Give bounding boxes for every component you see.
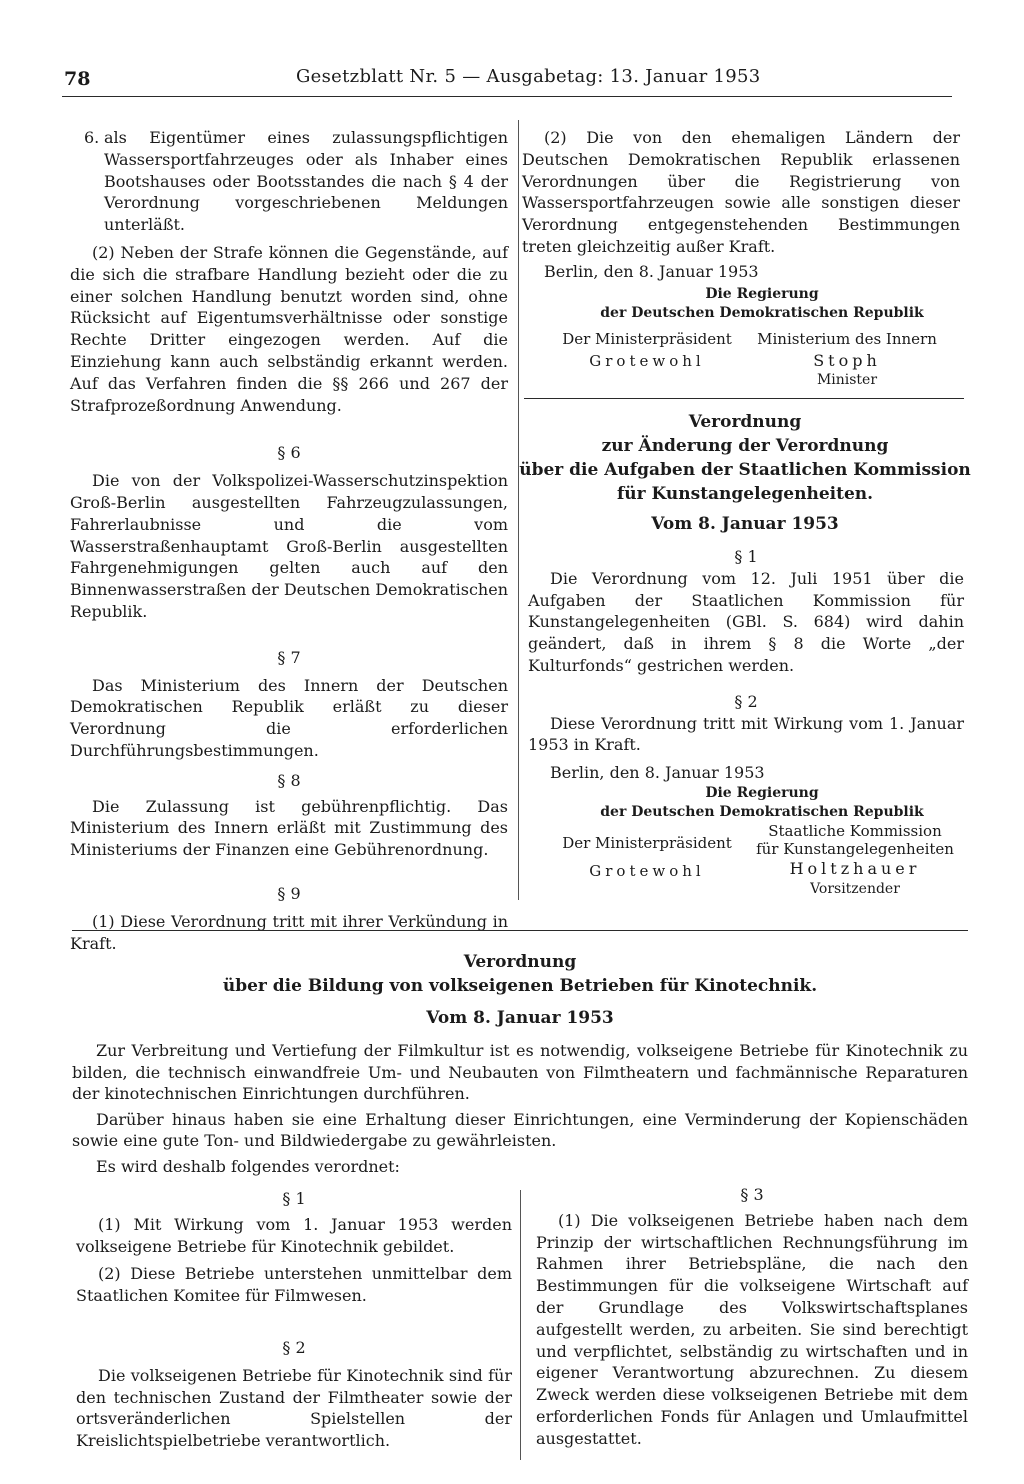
left-column (70, 127, 508, 954)
ordinance-2-signature-right-title-2: für Kunstangelegenheiten (756, 840, 954, 858)
header-rule (62, 96, 952, 97)
section-8-text: Die Zulassung ist gebührenpflichtig. Das Ministerium des Innern erläßt mit Zustimmung des Ministeriums der Finanzen eine Gebührenordnung. (70, 796, 508, 860)
ordinance-2-title-line-2: zur Änderung der Verordnung (601, 436, 889, 456)
signature-left-name: Grotewohl (589, 352, 705, 370)
signature-right-role: Minister (816, 372, 878, 388)
ordinance-2-date: Vom 8. Januar 1953 (651, 514, 839, 534)
preamble-paragraph-2: Darüber hinaus haben sie eine Erhaltung dieser Einrichtungen, eine Verminderung der Kopienschäden sowie eine gute Ton- und Bildwiedergabe zu gewährleisten. (72, 1109, 968, 1150)
ordinance-2-title-line-1: Verordnung (688, 412, 802, 432)
ordinance-3-section-1-p2: (2) Diese Betriebe unterstehen unmittelbar dem Staatlichen Komitee für Filmwesen. (76, 1264, 512, 1306)
ordinance-3-date: Vom 8. Januar 1953 (426, 1008, 614, 1028)
ordinance-2-place-date: Berlin, den 8. Januar 1953 (550, 763, 765, 783)
ordinance-3-title (72, 950, 968, 1030)
place-date: Berlin, den 8. Januar 1953 (544, 261, 759, 281)
ordinance-3-section-1: § 1 (282, 1189, 306, 1208)
gazette-header-title: Gesetzblatt Nr. 5 — Ausgabetag: 13. Januar 1953 (296, 66, 761, 87)
ordinance-2-signature-left-title: Der Ministerpräsident (562, 834, 732, 852)
preamble-paragraph-1: Zur Verbreitung und Vertiefung der Filmkultur ist es notwendig, volkseigene Betriebe für Kinotechnik zu bilden, die technisch einwandfreie Um- und Neubauten von Filmtheatern und fachmännische Reparaturen der kinotechnischen Einrichtungen durchführen. (72, 1041, 968, 1103)
ordinance-2-section-2: § 2 (734, 691, 758, 711)
divider-full-width (72, 930, 968, 931)
ordinance-2-title-line-3: über die Aufgaben der Staatlichen Kommission (519, 460, 971, 480)
right-column-upper (522, 127, 960, 283)
page-number: 78 (64, 68, 91, 90)
section-heading-9: § 9 (277, 883, 301, 903)
ordinance-3-title-line-1: Verordnung (463, 952, 577, 972)
ordinance-3-section-3: § 3 (740, 1185, 764, 1204)
government-line-2: der Deutschen Demokratischen Republik (600, 305, 924, 321)
item-text: als Eigentümer eines zulassungspflichtigen Wassersportfahrzeuges oder als Inhaber eines Bootshauses oder Bootsstandes die nach § 4 der Verordnung vorgeschriebenen Meldungen unterläßt. (104, 128, 508, 235)
ordinance-2-title-line-4: für Kunstangelegenheiten. (616, 484, 874, 504)
ordinance-2-section-1-text: Die Verordnung vom 12. Juli 1951 über die Aufgaben der Staatlichen Kommission für Kunstangelegenheiten (GBl. S. 684) wird dahin geändert, daß in ihrem § 8 die Worte „der Kulturfonds“ gestrichen werden. (528, 568, 964, 675)
paragraph-2: (2) Neben der Strafe können die Gegenstände, auf die sich die strafbare Handlung bezieht oder die zu einer solchen Handlung benutzt worden sind, ohne Rücksicht auf Eigentumsverhältnisse oder sonstige Rechte Dritter eingezogen werden. Auf die Einziehung kann auch selbständig erkannt werden. Auf das Verfahren finden die §§ 266 und 267 der Strafprozeßordnung Anwendung. (70, 242, 508, 415)
ordinance-2-government-line-1: Die Regierung (705, 785, 819, 801)
signature-right-name: Stoph (813, 351, 881, 370)
right-paragraph-2: (2) Die von den ehemaligen Ländern der Deutschen Demokratischen Republik erlassenen Verordnungen über die Registrierung von Wassersportfahrzeugen sowie alle sonstigen dieser Verordnung entgegenstehenden Bestimmungen treten gleichzeitig außer Kraft. (522, 128, 960, 256)
ordinance-2-section-1: § 1 (734, 547, 758, 566)
signature-left-title: Der Ministerpräsident (562, 330, 732, 348)
section-heading-6: § 6 (277, 443, 301, 463)
ordinance-2-section-2-text: Diese Verordnung tritt mit Wirkung vom 1. Januar 1953 in Kraft. (528, 713, 964, 755)
ordinance-2-government-line-2: der Deutschen Demokratischen Republik (600, 804, 924, 820)
ordinance-2-signature-left-name: Grotewohl (589, 862, 705, 880)
ordinance-3-section-2: § 2 (282, 1337, 306, 1357)
ordinance-3-right-column (536, 1184, 968, 1450)
section-heading-7: § 7 (277, 647, 301, 667)
section-6-text: Die von der Volkspolizei-Wasserschutzinspektion Groß-Berlin ausgestellten Fahrzeugzulassungen, Fahrerlaubnisse und die vom Wasserstraßenhauptamt Groß-Berlin ausgestellten Fahrgenehmigungen gelten auch auf den Binnenwasserstraßen der Deutschen Demokratischen Republik. (70, 471, 508, 621)
ordinance-3-section-2-text: Die volkseigenen Betriebe für Kinotechnik sind für den technischen Zustand der Filmtheater sowie der ortsveränderlichen Spielstellen der Kreislichtspielbetriebe verantwortlich. (76, 1365, 512, 1451)
ordinance-3-section-3-text: (1) Die volkseigenen Betriebe haben nach dem Prinzip der wirtschaftlichen Rechnungsführung im Rahmen ihrer Betriebspläne, die nach den Bestimmungen für die volkseigene Wirtschaft auf der Grundlage des Volkswirtschaftsplanes aufgestellt werden, zu arbeiten. Sie sind berechtigt und verpflichtet, selbständig zu wirtschaften und in eigener Verantwortung abzurechnen. Zu diesem Zweck werden diese volkseigenen Betriebe mit dem erforderlichen Fonds für Anlagen und Umlaufmittel ausgestattet. (536, 1210, 968, 1448)
list-item-6 (70, 127, 508, 236)
column-divider-lower (520, 1190, 521, 1460)
ordinance-2-signature-right-title-1: Staatliche Kommission (768, 822, 942, 840)
government-line-1: Die Regierung (705, 286, 819, 302)
preamble-paragraph-3: Es wird deshalb folgendes verordnet: (96, 1156, 400, 1176)
section-heading-8: § 8 (277, 770, 301, 790)
section-9-text: (1) Diese Verordnung tritt mit ihrer Verkündung in Kraft. (70, 911, 508, 953)
ordinance-3-preamble (72, 1040, 968, 1181)
ordinance-2-title (510, 410, 980, 536)
ordinance-3-title-line-2: über die Bildung von volkseigenen Betrieben für Kinotechnik. (222, 976, 818, 996)
item-number: 6. (84, 128, 100, 147)
ordinance-2-signature-right-name: Holtzhauer (789, 859, 921, 878)
signature-right-title: Ministerium des Innern (757, 330, 937, 348)
divider-right (524, 398, 964, 399)
ordinance-3-section-1-p1: (1) Mit Wirkung vom 1. Januar 1953 werden volkseigene Betriebe für Kinotechnik gebildet. (76, 1214, 512, 1256)
ordinance-3-left-column (76, 1188, 512, 1452)
ordinance-2-body (528, 546, 964, 784)
ordinance-2-signature-right-role: Vorsitzender (810, 881, 900, 897)
section-7-text: Das Ministerium des Innern der Deutschen Demokratischen Republik erläßt zu dieser Verordnung die erforderlichen Durchführungsbestimmungen. (70, 675, 508, 760)
